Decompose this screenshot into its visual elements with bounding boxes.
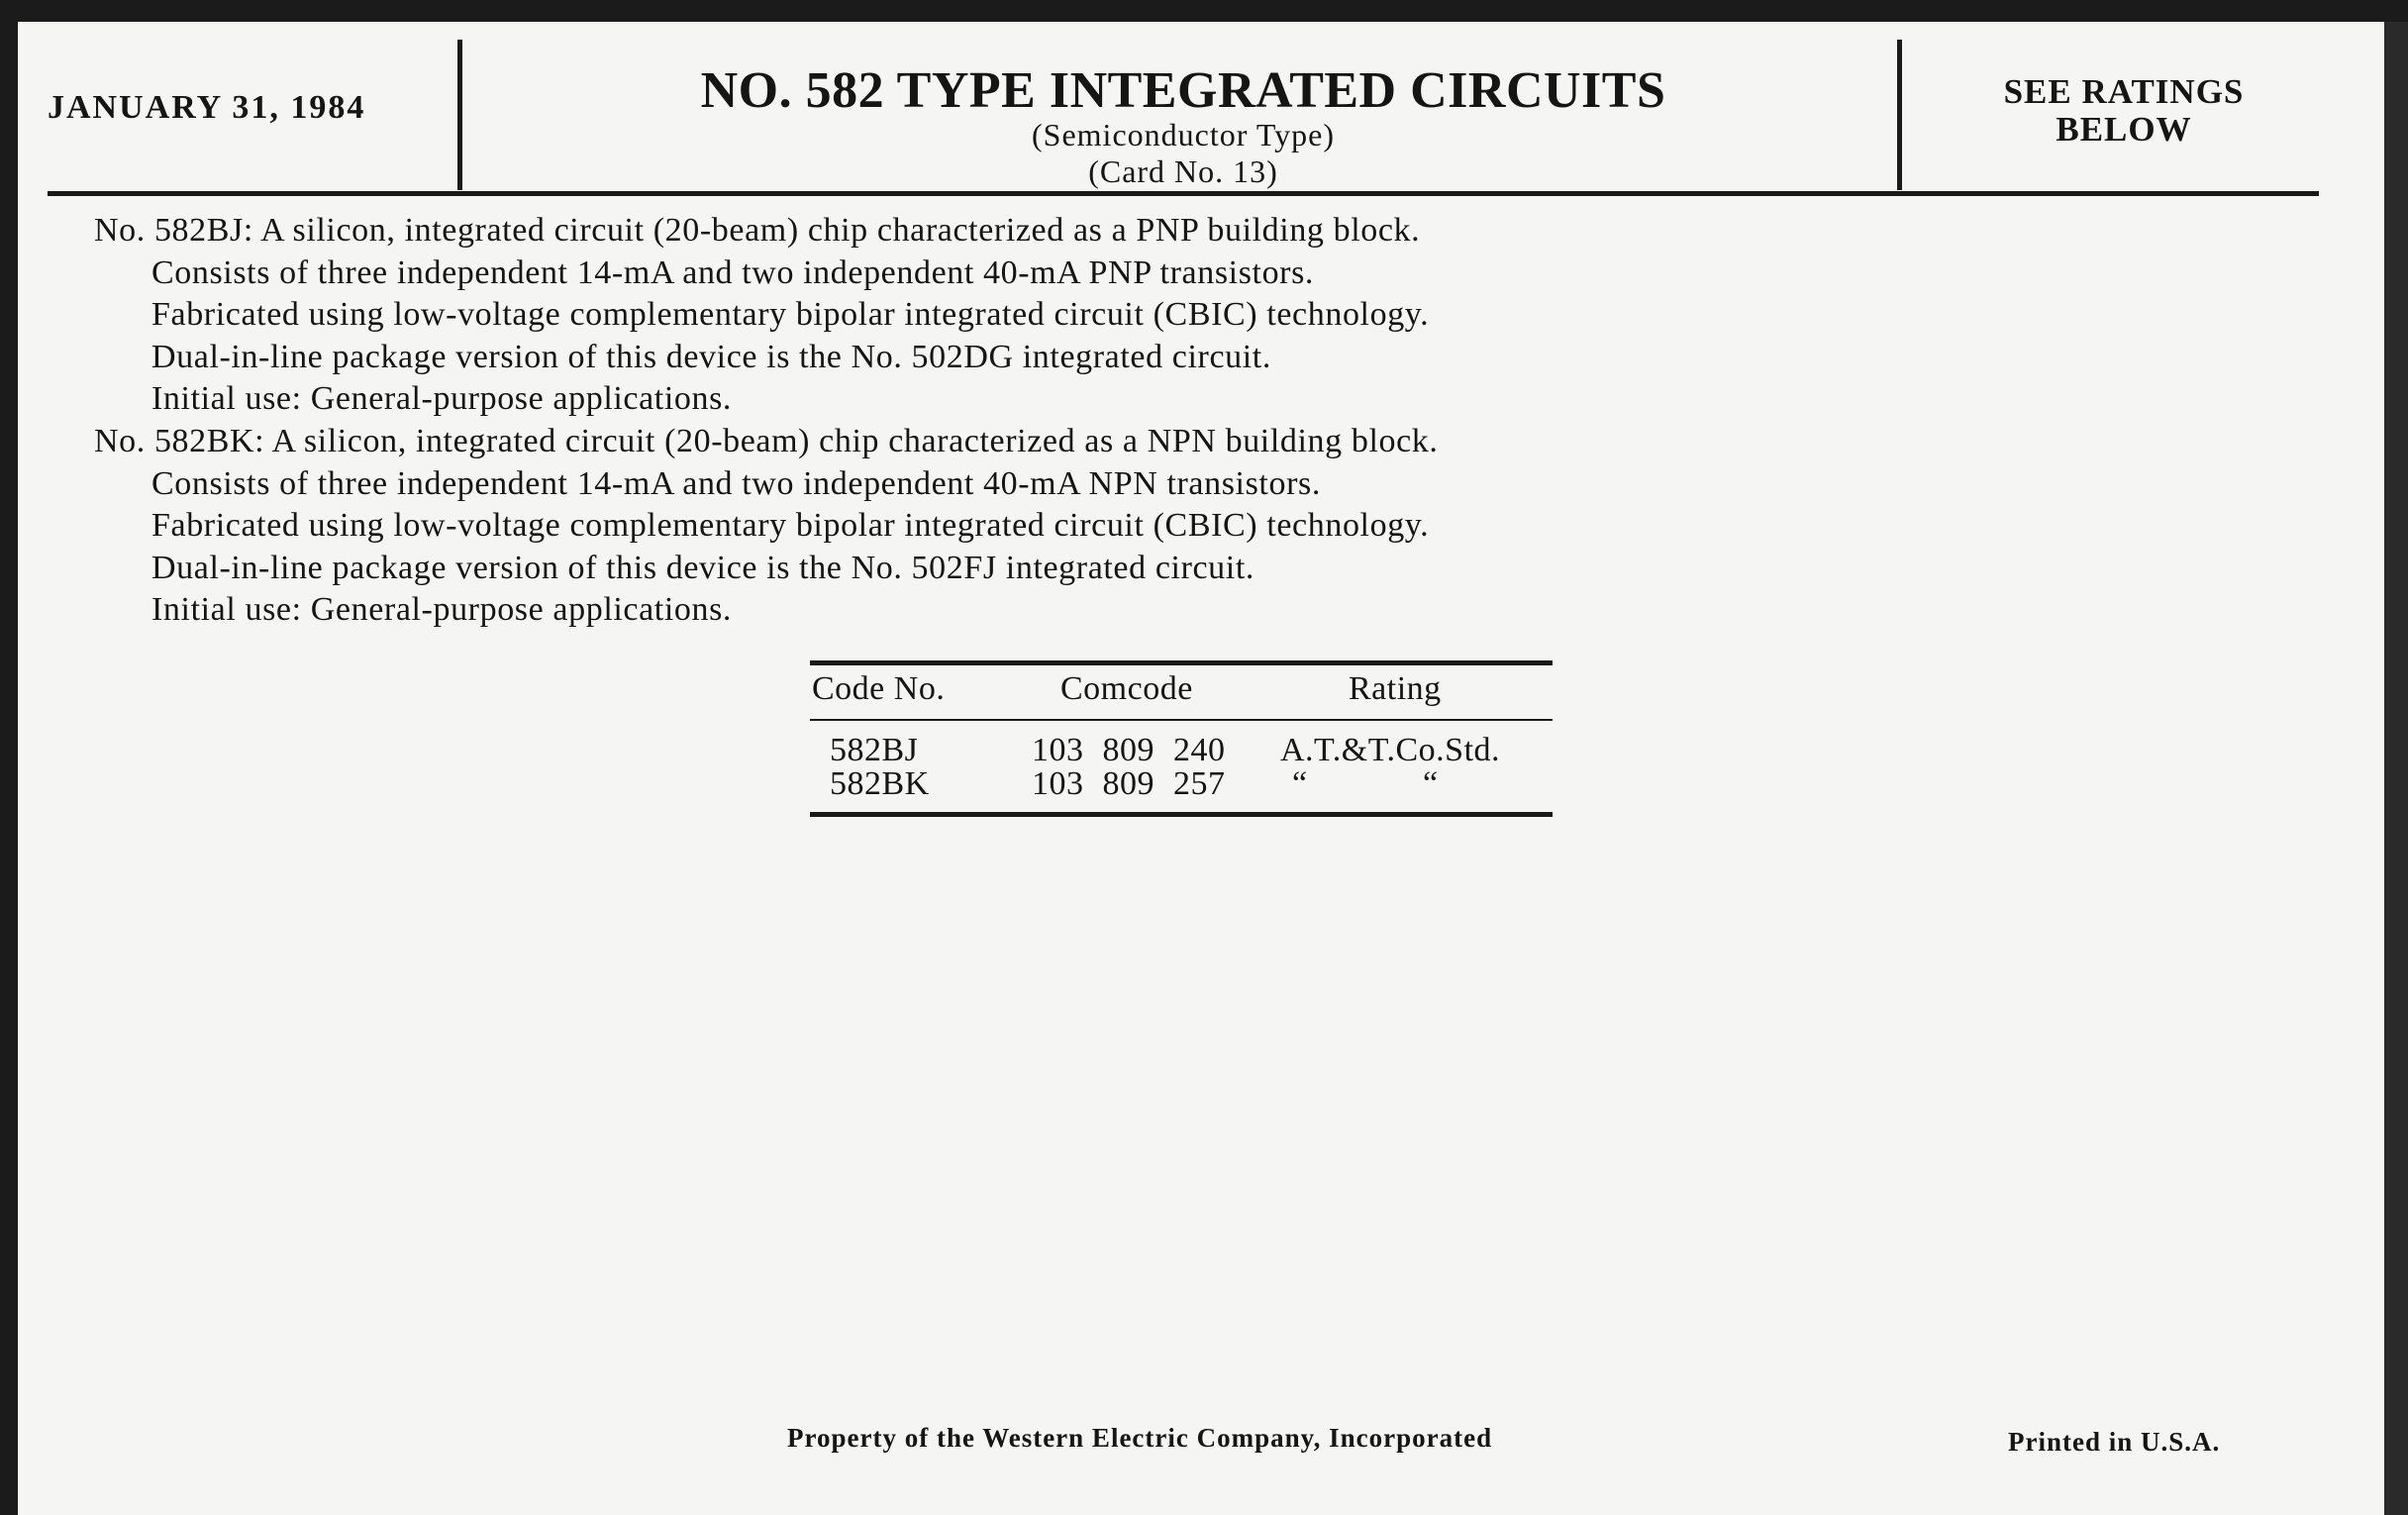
header-rule xyxy=(48,191,2319,196)
description-block xyxy=(94,210,1438,632)
desc-582bj-line: Initial use: General-purpose applications. xyxy=(151,380,733,418)
ratings-note-line1: SEE RATINGS xyxy=(2003,72,2245,111)
header-ratings-note xyxy=(1931,73,2317,149)
table-cell-comcode: 103 809 240 xyxy=(1032,732,1226,768)
desc-582bj-line: Consists of three independent 14-mA and two independent 40-mA PNP transistors. xyxy=(151,253,1315,291)
table-top-rule xyxy=(810,660,1553,665)
desc-582bj-line: Fabricated using low-voltage complementary bipolar integrated circuit (CBIC) technology. xyxy=(151,296,1430,334)
ratings-note-line2: BELOW xyxy=(2056,110,2192,149)
footer-property: Property of the Western Electric Company, Incorporated xyxy=(787,1423,1493,1453)
header-subtitle-type: (Semiconductor Type) xyxy=(1032,117,1335,152)
desc-582bj-line: Dual-in-line package version of this device is the No. 502DG integrated circuit. xyxy=(151,338,1271,375)
table-header-rating: Rating xyxy=(1349,670,1442,707)
desc-582bk-line: Consists of three independent 14-mA and two independent 40-mA NPN transistors. xyxy=(151,464,1321,502)
table-header-comcode: Comcode xyxy=(1060,670,1193,707)
desc-582bk-line: Fabricated using low-voltage complementary bipolar integrated circuit (CBIC) technology. xyxy=(151,507,1430,545)
table-cell-code: 582BJ xyxy=(830,732,919,768)
table-cell-rating-ditto: “ xyxy=(1292,765,1308,802)
header-divider-left xyxy=(457,40,462,190)
header-date: JANUARY 31, 1984 xyxy=(48,89,366,126)
header-subtitle-card: (Card No. 13) xyxy=(1088,153,1278,189)
table-cell-comcode: 103 809 257 xyxy=(1032,765,1226,802)
table-header-rule xyxy=(810,719,1553,721)
card-edge-shadow xyxy=(2384,22,2408,1515)
desc-582bj-lead: No. 582BJ: A silicon, integrated circuit (20-beam) chip characterized as a PNP building block. xyxy=(94,212,1421,249)
table-bottom-rule xyxy=(810,812,1553,817)
desc-582bk-line: Dual-in-line package version of this device is the No. 502FJ integrated circuit. xyxy=(151,549,1254,586)
header-divider-right xyxy=(1897,40,1902,190)
table-cell-rating-ditto: “ xyxy=(1423,765,1439,802)
footer-printed: Printed in U.S.A. xyxy=(2008,1427,2221,1457)
table-header-code: Code No. xyxy=(812,670,946,707)
desc-582bk-line: Initial use: General-purpose applications. xyxy=(151,591,733,629)
page-title: NO. 582 TYPE INTEGRATED CIRCUITS xyxy=(700,62,1666,119)
table-cell-rating: A.T.&T.Co.Std. xyxy=(1280,732,1501,768)
table-cell-code: 582BK xyxy=(830,765,930,802)
desc-582bk-lead: No. 582BK: A silicon, integrated circuit (20-beam) chip characterized as a NPN building block. xyxy=(94,422,1439,459)
